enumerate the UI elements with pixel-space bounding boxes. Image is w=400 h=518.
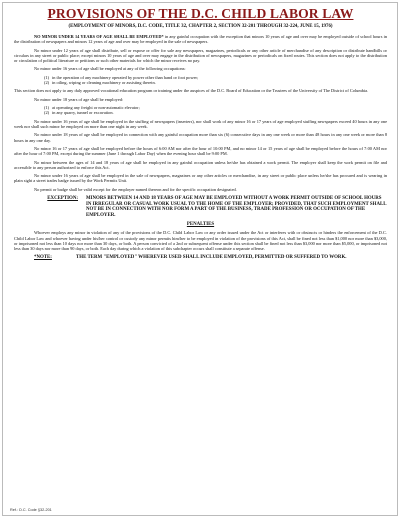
paragraph-penalties: Whoever employs any minor in violation of any of the provisions of the D.C. Child Labor Law or any order issued under the Act or interferes with or obstructs or hinders the enforcement of the D.C. Child Labor Law and whoever having under his/her control or custody any minor permits him/her to be employed in violation of the provisions of this Act, shall be fined not less than $1,000 nor more than $3,000, or imprisoned not less than 10 days nor more than 30 days, or both. A person convicted of a 2nd or subsequent offense under this section shall be fined not less than $3,000 nor more than $5,000, or imprisoned not less than 30 days nor more than 90 days, or both. Each day during which a violation of this subchapter occurs shall constitute a separate offense. bbox=[14, 230, 387, 251]
list-under-18 bbox=[14, 105, 387, 115]
reference-footer: Ref.: D.C. Code §32-201 bbox=[10, 508, 52, 512]
paragraph-street-badge: No minor under 16 years of age shall be employed in the sale of newspapers, magazines or any other articles or merchandise, in any street or public place unless he/she has procured and is wearing in plain sight a street trades badge issued by the Work Permits Unit. bbox=[14, 173, 387, 184]
paragraph-six-days: No minor under 18 years of age shall be employed in connection with any gainful occupation more than six (6) consecutive days in any one week or more than 48 hours in any one week or more than 8 hours in any one day. bbox=[14, 132, 387, 143]
document-subtitle: (EMPLOYMENT OF MINORS, D.C. CODE, TITLE 32, CHAPTER 2, SECTION 32-201 THROUGH 32-224, JUNE 15, 1976) bbox=[68, 24, 333, 29]
paragraph-stuffing: No minor under 16 years of age shall be employed in the stuffing of newspapers (inserters), nor shall work of any minor 16 or 17 years of age employed stuffing newspapers exceed 40 hours in any one week nor shall such minor be employed on more than one night in any week. bbox=[14, 118, 387, 129]
list-item: (1) in the operation of any machinery operated by power other than hand or foot power; bbox=[44, 74, 199, 80]
exception-label: EXCEPTION: bbox=[47, 195, 78, 201]
intro-text: in any gainful occupation with the exception that minors 10 years of age and over may be employed outside of school hours in the distribution of newspapers and minors 12 years of age and over may be employed in the sale of newspapers. bbox=[14, 34, 387, 45]
paragraph-under-18-lead: No minor under 18 years of age shall be employed: bbox=[34, 96, 124, 102]
paragraph-under-12: No minor under 12 years of age shall distribute, sell or expose or offer for sale any newspapers, magazines, periodicals or any other article of merchandise of any description or distribute handbills or circulars in any street or public place; except minors 10 years of age and over may engage in the distribution of newspapers, magazines or periodicals on fixed routes. This section does not apply to the distribution or circulation of political literature or petitions or such other materials for which the minor receives no pay. bbox=[14, 47, 387, 63]
note-text: THE TERM "EMPLOYED" WHEREVER USED SHALL INCLUDE EMPLOYED, PERMITTED OR SUFFERED TO WORK. bbox=[76, 255, 347, 261]
list-item: (1) at operating any freight or non-automatic elevator; bbox=[44, 105, 140, 111]
intro-lead: NO MINOR UNDER 14 YEARS OF AGE SHALL BE EMPLOYED* bbox=[34, 34, 164, 39]
exception-text: MINORS BETWEEN 14 AND 18 YEARS OF AGE MAY BE EMPLOYED WITHOUT A WORK PERMIT OUTSIDE OF SCHOOL HOURS IN IRREGULAR OR CASUAL WORK USUAL TO THE HOME OF THE EMPLOYER; PROVIDED, THAT SUCH EMPLOYMENT SHALL NOT BE IN CONNECTION WITH NOR FORM A PART OF THE BUSINESS, TRADE PROFESSION OR OCCUPATION OF THE EMPLOYER. bbox=[86, 195, 387, 218]
list-under-16 bbox=[14, 75, 387, 85]
paragraph-permit-validity: No permit or badge shall be valid except for the employer named thereon and for the specific occupation designated. bbox=[34, 186, 237, 192]
paragraph-under-16-lead: No minor under 16 years of age shall be employed at any of the following occupations: bbox=[34, 66, 186, 72]
list-item: (2) in any quarry, tunnel or excavation. bbox=[44, 110, 114, 116]
paragraph-hours: No minor 16 or 17 years of age shall be employed before the hours of 6:00 AM nor after the hour of 10:00 PM, and no minor 14 or 15 years of age shall be employed before the hours of 7:00 AM nor after the hour of 7:00 PM, except during the summer (June 1 through Labor Day) when the evening hour shall be 9:00 PM. bbox=[14, 145, 387, 157]
list-item: (2) in oiling, wiping or cleaning machinery or assisting therein. bbox=[44, 79, 156, 85]
paragraph-work-permit: No minor between the ages of 14 and 18 years of age shall be employed in any gainful occupation unless he/she has obtained a work permit. The employer shall keep the work permit on file and accessible to any person authorized to enforce this Act. bbox=[14, 159, 387, 170]
document-title: PROVISIONS OF THE D.C. CHILD LABOR LAW bbox=[47, 6, 354, 21]
note-label: *NOTE: bbox=[34, 255, 52, 261]
penalties-heading: PENALTIES bbox=[186, 222, 215, 228]
paragraph-vocational: This section does not apply to any duly approved vocational education program or training under the auspices of the D.C. Board of Education or the Trustees of the University of The District of Columbia. bbox=[14, 88, 369, 94]
